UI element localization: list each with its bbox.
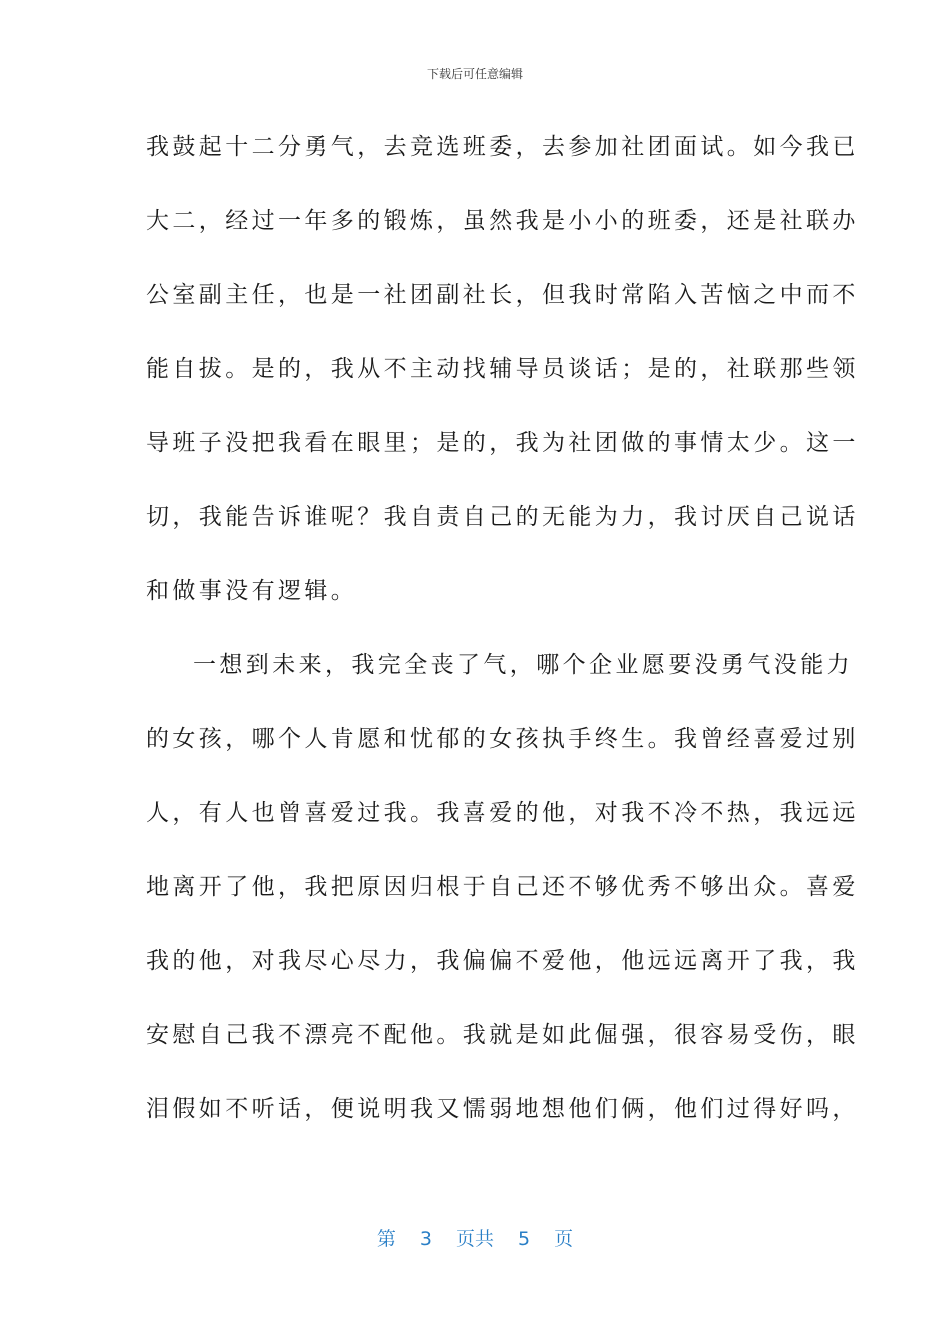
document-body xyxy=(146,124,859,1160)
page-number-footer xyxy=(0,1226,950,1252)
text-line: 人，有人也曾喜爱过我。我喜爱的他，对我不冷不热，我远远 xyxy=(146,800,859,826)
total-pages-number: 5 xyxy=(518,1228,531,1250)
text-line: 地离开了他，我把原因归根于自己还不够优秀不够出众。喜爱 xyxy=(146,874,859,900)
page-mid: 页共 xyxy=(455,1228,494,1250)
text-line: 导班子没把我看在眼里；是的，我为社团做的事情太少。这一 xyxy=(146,430,859,456)
text-line: 和做事没有逻辑。 xyxy=(146,578,358,604)
text-line: 的女孩，哪个人肯愿和忧郁的女孩执手终生。我曾经喜爱过别 xyxy=(146,726,859,752)
page-header xyxy=(0,66,950,82)
page-suffix: 页 xyxy=(554,1228,574,1250)
header-text: 下载后可任意编辑 xyxy=(426,67,523,81)
text-line: 大二，经过一年多的锻炼，虽然我是小小的班委，还是社联办 xyxy=(146,208,859,234)
page-prefix: 第 xyxy=(376,1228,396,1250)
text-line: 能自拔。是的，我从不主动找辅导员谈话；是的，社联那些领 xyxy=(146,356,859,382)
text-line: 切，我能告诉谁呢？我自责自己的无能为力，我讨厌自己说话 xyxy=(146,504,859,530)
text-line: 安慰自己我不漂亮不配他。我就是如此倔强，很容易受伤，眼 xyxy=(146,1022,859,1048)
text-line: 我鼓起十二分勇气，去竞选班委，去参加社团面试。如今我已 xyxy=(146,134,859,160)
text-line: 泪假如不听话，便说明我又懦弱地想他们俩，他们过得好吗， xyxy=(146,1096,859,1122)
text-line: 我的他，对我尽心尽力，我偏偏不爱他，他远远离开了我，我 xyxy=(146,948,859,974)
text-line-indented: 一想到未来，我完全丧了气，哪个企业愿要没勇气没能力 xyxy=(193,652,853,678)
current-page-number: 3 xyxy=(419,1228,432,1250)
text-line: 公室副主任，也是一社团副社长，但我时常陷入苦恼之中而不 xyxy=(146,282,859,308)
